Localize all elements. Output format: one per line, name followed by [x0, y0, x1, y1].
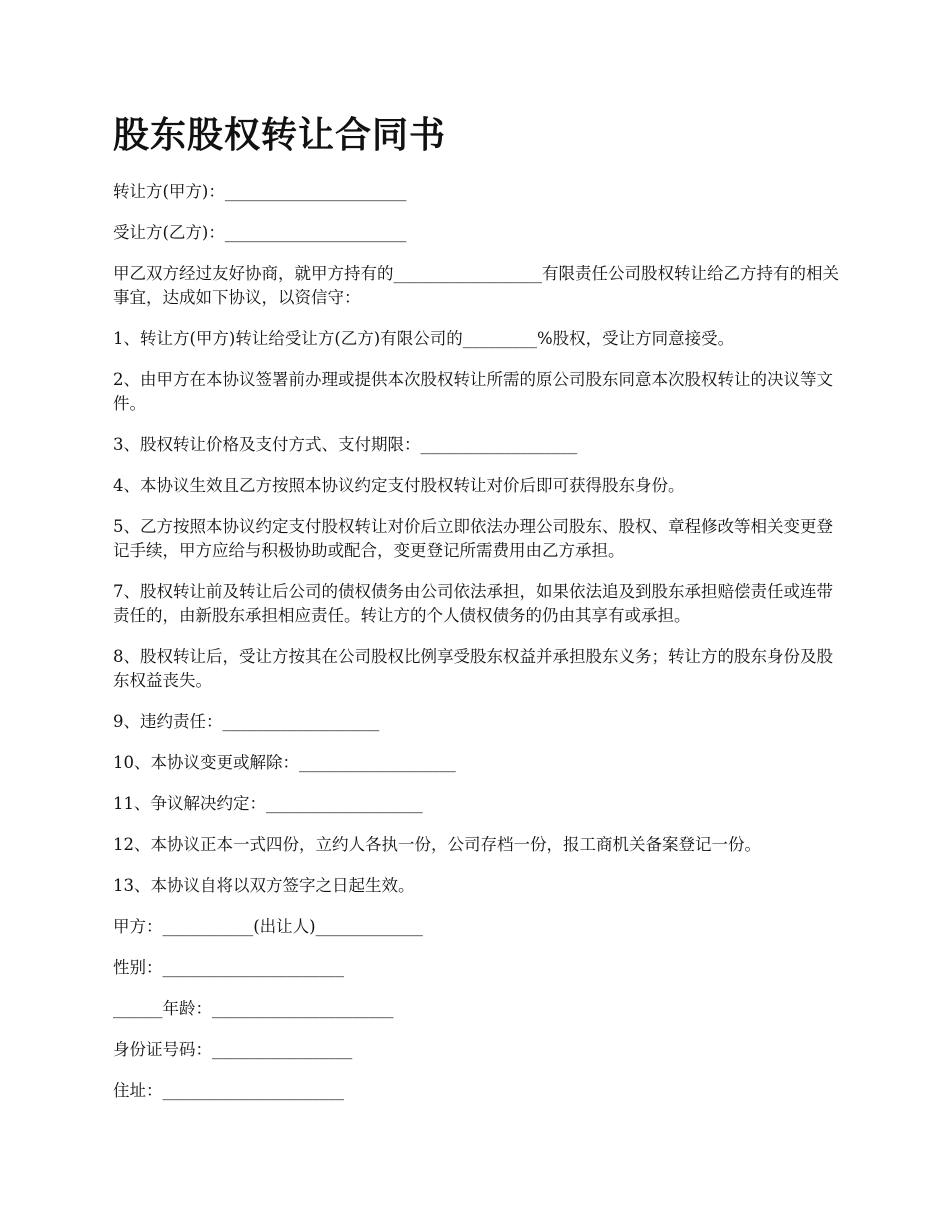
clause-10: 10、本协议变更或解除：___________________ — [113, 753, 456, 772]
transferor-line: 转让方(甲方)：______________________ — [113, 182, 407, 201]
document-title: 股东股权转让合同书 — [113, 115, 447, 156]
clause-1: 1、转让方(甲方)转让给受让方(乙方)有限公司的_________%股权，受让方同意接受。 — [113, 329, 735, 348]
document-page — [113, 112, 843, 1120]
gender-line: 性别：______________________ — [113, 958, 344, 977]
address-line: 住址：______________________ — [113, 1081, 344, 1100]
preamble-paragraph: 甲乙双方经过友好协商，就甲方持有的__________________有限责任公司股权转让给乙方持有的相关事宜，达成如下协议，以资信守： — [113, 264, 839, 307]
clause-12: 12、本协议正本一式四份，立约人各执一份，公司存档一份，报工商机关备案登记一份。 — [113, 835, 761, 854]
clause-9: 9、违约责任：___________________ — [113, 712, 380, 731]
clause-4: 4、本协议生效且乙方按照本协议约定支付股权转让对价后即可获得股东身份。 — [113, 476, 685, 495]
transferee-line: 受让方(乙方)：______________________ — [113, 223, 407, 242]
clause-13: 13、本协议自将以双方签字之日起生效。 — [113, 876, 415, 895]
clause-3: 3、股权转让价格及支付方式、支付期限：___________________ — [113, 435, 578, 454]
clause-8: 8、股权转让后，受让方按其在公司股权比例享受股东权益并承担股东义务；转让方的股东身份及股东权益丧失。 — [113, 647, 833, 690]
clause-7: 7、股权转让前及转让后公司的债权债务由公司依法承担，如果依法追及到股东承担赔偿责任或连带责任的，由新股东承担相应责任。转让方的个人债权债务的仍由其享有或承担。 — [113, 582, 833, 625]
clause-5: 5、乙方按照本协议约定支付股权转让对价后立即依法办理公司股东、股权、章程修改等相关变更登记手续，甲方应给与积极协助或配合，变更登记所需费用由乙方承担。 — [113, 517, 833, 560]
id-number-line: 身份证号码：_________________ — [113, 1040, 353, 1059]
clause-11: 11、争议解决约定：___________________ — [113, 794, 423, 813]
age-line: ______年龄：______________________ — [113, 999, 394, 1018]
party-a-signature-line: 甲方：___________(出让人)_____________ — [113, 917, 423, 936]
clause-2: 2、由甲方在本协议签署前办理或提供本次股权转让所需的原公司股东同意本次股权转让的决议等文件。 — [113, 370, 833, 413]
